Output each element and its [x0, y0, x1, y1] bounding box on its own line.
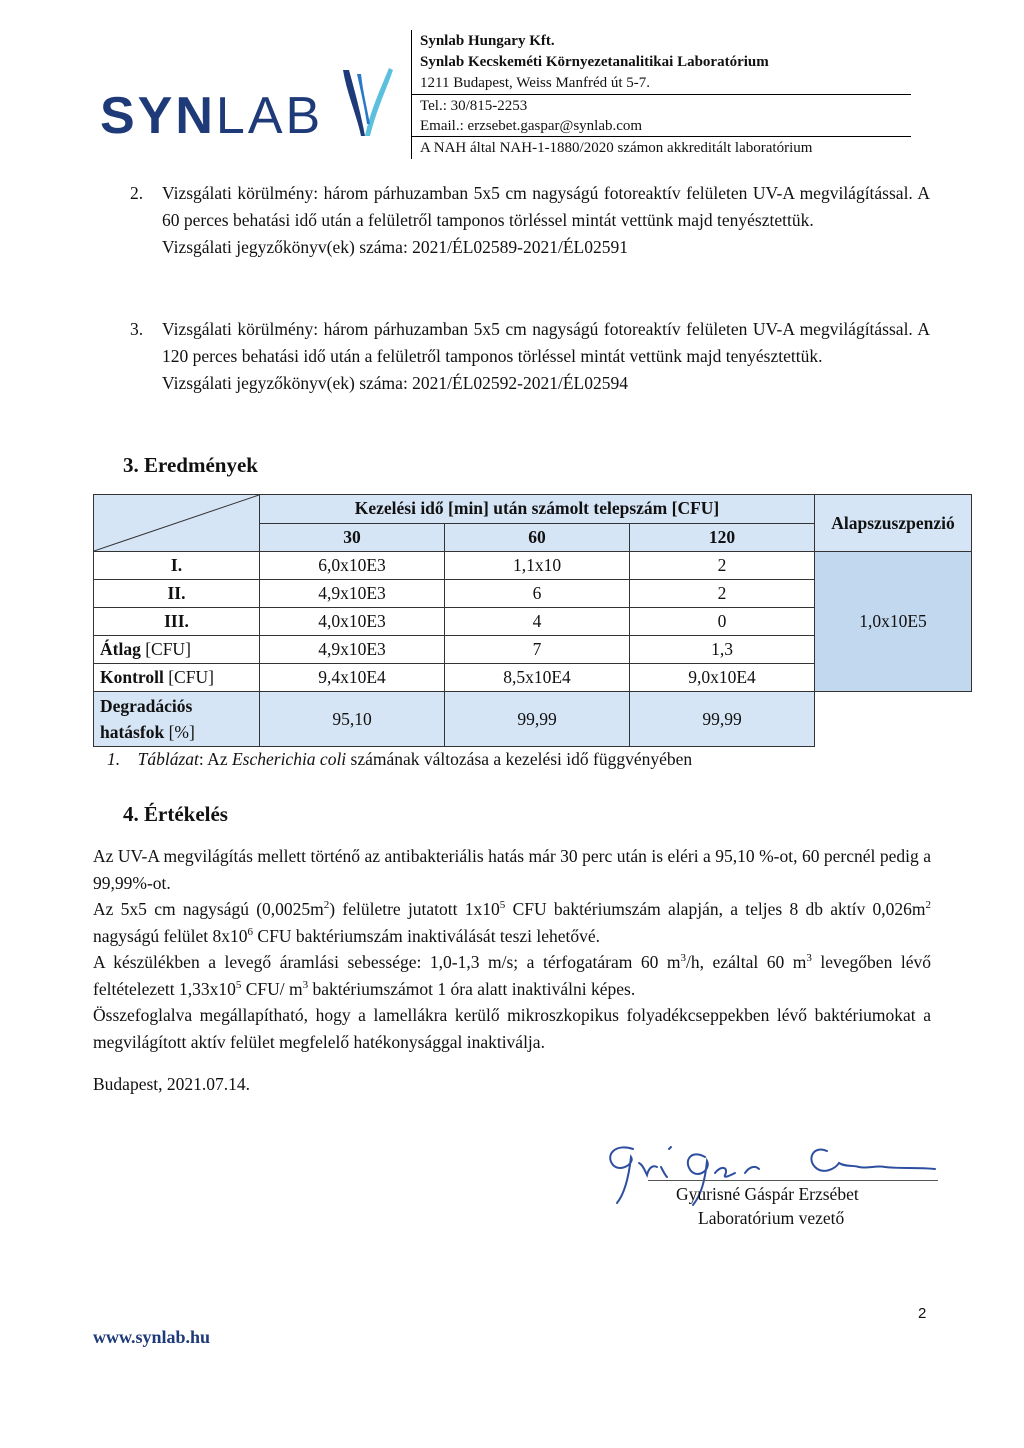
page-number: 2	[918, 1305, 927, 1322]
cell-value: 4,0x10E3	[260, 608, 445, 636]
cell-value: 1,1x10	[445, 552, 630, 580]
condition-number: 3.	[130, 319, 144, 339]
signatory-role: Laboratórium vezető	[698, 1208, 845, 1228]
row-label	[94, 664, 260, 692]
cell-value: 2	[630, 580, 815, 608]
caption-label: Táblázat	[137, 749, 199, 769]
row-label-unit: [CFU]	[163, 667, 214, 687]
place-date: Budapest, 2021.07.14.	[93, 1074, 251, 1094]
row-label-bold: Átlag	[100, 639, 141, 659]
lab-address: 1211 Budapest, Weiss Manfréd út 5-7.	[420, 75, 651, 91]
evaluation-text	[93, 843, 931, 1055]
row-label: I.	[94, 552, 260, 580]
table-row-degradation	[94, 692, 972, 747]
alap-header: Alapszuszpenzió	[815, 495, 972, 552]
lab-phone: Tel.: 30/815-2253	[420, 98, 528, 114]
synlab-logo-text	[100, 86, 323, 146]
logo-lab: LAB	[215, 87, 324, 145]
row-label	[94, 692, 260, 747]
synlab-logo-mark-icon	[337, 64, 397, 144]
caption-text: számának változása a kezelési idő függvényében	[346, 749, 693, 769]
condition-text: Vizsgálati körülmény: három párhuzamban 5x5 cm nagyságú fotoreaktív felületen UV-A megvilágítással. A 60 perces behatási idő után a felületről tamponos törléssel mintát vettünk majd tenyésztettük.	[162, 183, 930, 230]
condition-item	[130, 316, 930, 397]
header-rule	[411, 136, 911, 137]
lab-name: Synlab Kecskeméti Környezetanalitikai Laboratórium	[420, 54, 769, 70]
row-label-unit: [%]	[164, 722, 195, 742]
alap-value: 1,0x10E5	[815, 552, 972, 692]
time-header: 120	[630, 523, 815, 552]
row-label-bold: hatásfok	[100, 722, 165, 742]
caption-number: 1.	[107, 749, 121, 769]
table-caption	[107, 749, 692, 770]
evaluation-paragraph: A készülékben a levegő áramlási sebessége: 1,0-1,3 m/s; a térfogatáram 60 $m^3/h$, ezáltal 60 $m^3$ levegőben lévő feltételezett $1,33x10^5$ CFU/ $m^3$ baktériumszámot 1 óra alatt inaktiválni képes.	[93, 952, 931, 999]
signatory-name: Gyurisné Gáspár Erzsébet	[676, 1184, 859, 1204]
diagonal-line	[94, 495, 259, 551]
cell-value: 4,9x10E3	[260, 580, 445, 608]
cell-value: 6,0x10E3	[260, 552, 445, 580]
condition-item	[130, 180, 930, 261]
corner-cell	[94, 495, 260, 552]
cell-value: 7	[445, 636, 630, 664]
lab-email: Email.: erzsebet.gaspar@synlab.com	[420, 118, 643, 134]
row-label	[94, 636, 260, 664]
evaluation-paragraph: Az UV-A megvilágítás mellett történő az antibakteriális hatás már 30 perc után is eléri a 95,10 %-ot, 60 percnél pedig a 99,99%-ot.	[93, 846, 931, 893]
cell-value: 1,3	[630, 636, 815, 664]
condition-report: Vizsgálati jegyzőkönyv(ek) száma: 2021/ÉL02592-2021/ÉL02594	[162, 373, 628, 393]
row-label: III.	[94, 608, 260, 636]
row-label-unit: [CFU]	[140, 639, 191, 659]
company-name: Synlab Hungary Kft.	[420, 33, 555, 49]
cell-value: 9,4x10E4	[260, 664, 445, 692]
cell-value: 0	[630, 608, 815, 636]
caption-text: : Az	[198, 749, 232, 769]
cell-value: 4,9x10E3	[260, 636, 445, 664]
cell-value: 8,5x10E4	[445, 664, 630, 692]
header-rule-end	[411, 158, 412, 159]
empty-cell	[815, 692, 972, 747]
accreditation: A NAH által NAH-1-1880/2020 számon akkreditált laboratórium	[420, 140, 813, 156]
cell-value: 2	[630, 552, 815, 580]
table-header-row	[94, 495, 972, 524]
group-header: Kezelési idő [min] után számolt telepszám [CFU]	[260, 495, 815, 524]
condition-text: Vizsgálati körülmény: három párhuzamban 5x5 cm nagyságú fotoreaktív felületen UV-A megvilágítással. A 120 perces behatási idő után a felületről tamponos törléssel mintát vettünk majd tenyésztettük.	[162, 319, 930, 366]
footer-url[interactable]: www.synlab.hu	[93, 1327, 211, 1347]
row-label: II.	[94, 580, 260, 608]
row-label-bold: Kontroll	[100, 667, 164, 687]
section-3-heading: 3. Eredmények	[123, 453, 258, 477]
header-rule	[411, 94, 911, 95]
logo-syn: SYN	[100, 87, 216, 145]
condition-report: Vizsgálati jegyzőkönyv(ek) száma: 2021/ÉL02589-2021/ÉL02591	[162, 237, 628, 257]
time-header: 60	[445, 523, 630, 552]
evaluation-paragraph: Összefoglalva megállapítható, hogy a lamellákra kerülő mikroszkopikus folyadékcseppekben lévő baktériumokat a megvilágított aktív felület megfelelő hatékonysággal inaktiválja.	[93, 1005, 931, 1052]
row-label-bold: Degradációs	[100, 696, 193, 716]
signature-line	[648, 1180, 938, 1181]
cell-value: 99,99	[630, 692, 815, 747]
section-4-heading: 4. Értékelés	[123, 802, 228, 826]
results-table	[93, 494, 972, 747]
cell-value: 4	[445, 608, 630, 636]
table-row	[94, 552, 972, 580]
condition-number: 2.	[130, 183, 144, 203]
caption-species: Escherichia coli	[231, 749, 347, 769]
time-header: 30	[260, 523, 445, 552]
evaluation-paragraph: Az 5x5 cm nagyságú $(0,0025m^2)$ felületre jutatott $1x10^5$ CFU baktériumszám alapján, a teljes 8 db aktív $0,026m^2$ nagyságú felület $8x10^6$ CFU baktériumszám inaktiválását teszi lehetővé.	[93, 899, 931, 946]
cell-value: 9,0x10E4	[630, 664, 815, 692]
cell-value: 6	[445, 580, 630, 608]
cell-value: 99,99	[445, 692, 630, 747]
cell-value: 95,10	[260, 692, 445, 747]
